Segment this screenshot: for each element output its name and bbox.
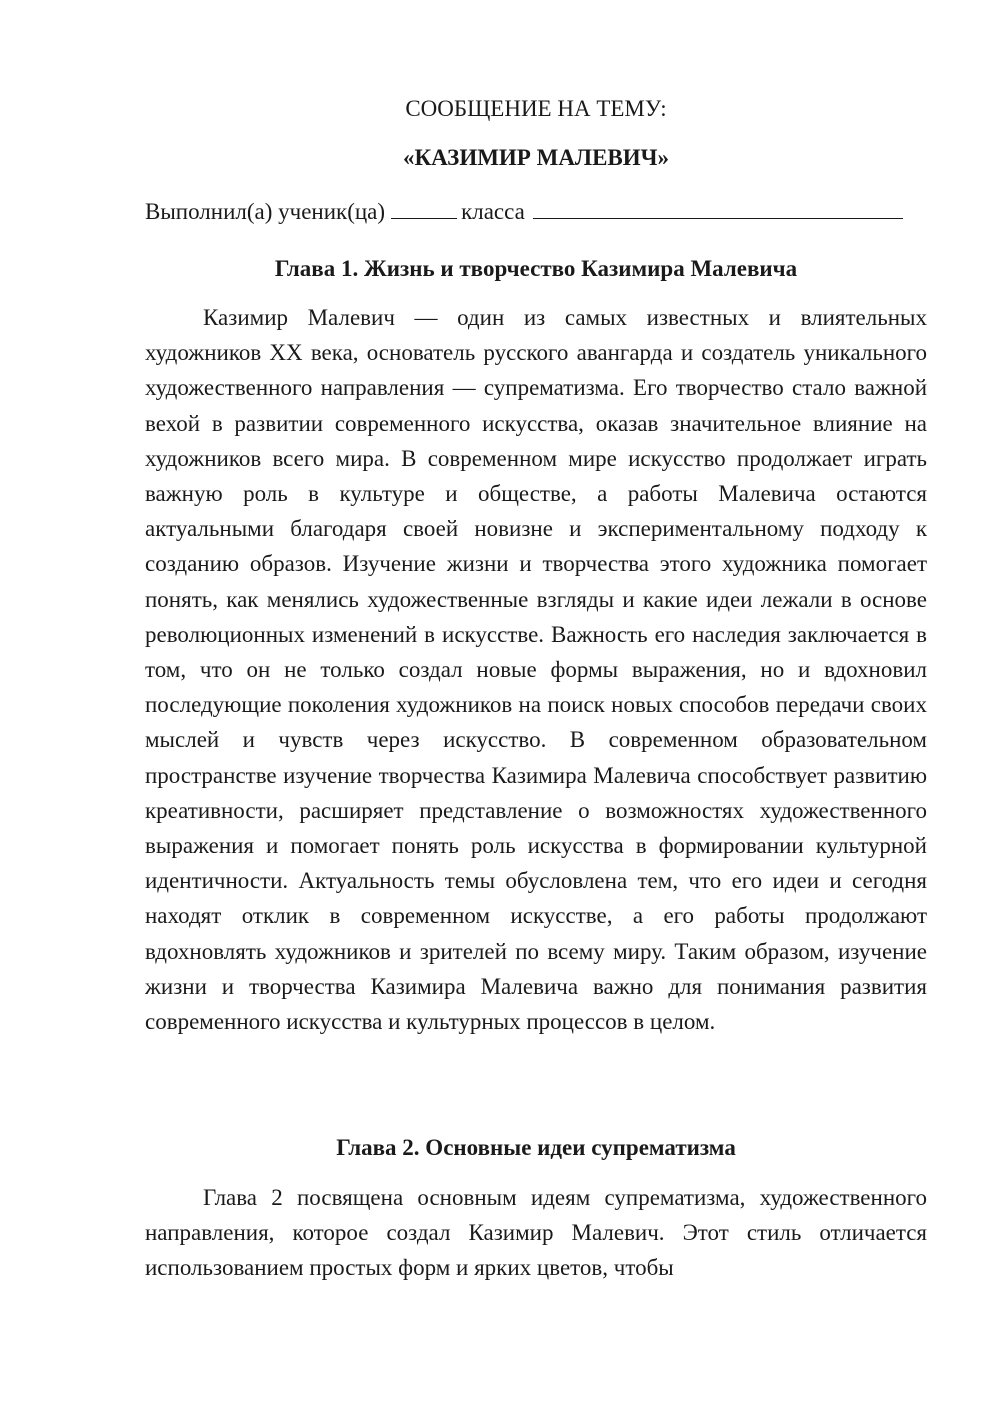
chapter-1-heading: Глава 1. Жизнь и творчество Казимира Малевича — [274, 256, 798, 281]
document-title-line-1: СООБЩЕНИЕ НА ТЕМУ: — [405, 96, 667, 121]
class-label: класса — [461, 199, 525, 224]
chapter-1-paragraph: Казимир Малевич — один из самых известных и влиятельных художников XX века, основатель русского авангарда и создатель уникального художественного направления — супрематизма. Его творчество стало важной вехой в развитии современного искусства, оказав значительное влияние на художников всего мира. В современном мире искусство продолжает играть важную роль в культуре и обществе, а работы Малевича остаются актуальными благодаря своей новизне и экспериментальному подходу к созданию образов. Изучение жизни и творчества этого художника помогает понять, как менялись художественные взгляды и какие идеи лежали в основе революционных изменений в искусстве. Важность его наследия заключается в том, что он не только создал новые формы выражения, но и вдохновил последующие поколения художников на поиск новых способов передачи своих мыслей и чувств через искусство. В современном образовательном пространстве изучение творчества Казимира Малевича способствует развитию креативности, расширяет представление о возможностях художественного выражения и помогает понять роль искусства в формировании культурной идентичности. Актуальность темы обусловлена тем, что его идеи и сегодня находят отклик в современном искусстве, а его работы продолжают вдохновлять художников и зрителей по всему миру. Таким образом, изучение жизни и творчества Казимира Малевича важно для понимания развития современного искусства и культурных процессов в целом. — [145, 305, 927, 1035]
document-title-line-2: «КАЗИМИР МАЛЕВИЧ» — [402, 145, 670, 170]
chapter-2-heading: Глава 2. Основные идеи супрематизма — [336, 1135, 736, 1160]
author-label: Выполнил(а) ученик(ца) — [145, 199, 386, 224]
grade-blank — [391, 198, 457, 219]
chapter-2-paragraph: Глава 2 посвящена основным идеям супрематизма, художественного направления, которое создал Казимир Малевич. Этот стиль отличается использованием простых форм и ярких цветов, чтобы — [145, 1185, 927, 1281]
class-blank — [533, 198, 903, 219]
author-line — [145, 197, 903, 227]
